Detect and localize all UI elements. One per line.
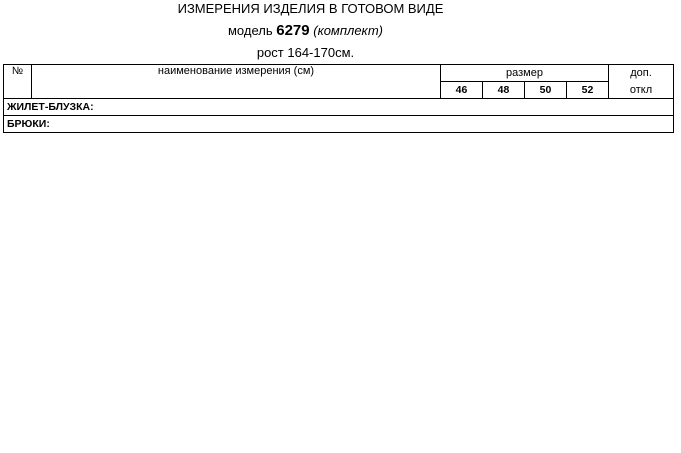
- document-title: ИЗМЕРЕНИЯ ИЗДЕЛИЯ В ГОТОВОМ ВИДЕ: [177, 1, 444, 16]
- model-number: 6279: [276, 22, 310, 39]
- model-line: [0, 22, 646, 39]
- model-suffix: (комплект): [313, 23, 384, 38]
- section-header-row: [4, 116, 674, 133]
- col-tolerance-header: доп.: [609, 65, 674, 82]
- model-prefix: модель: [227, 23, 273, 38]
- header-row-1: [4, 65, 674, 82]
- section-title: БРЮКИ:: [4, 116, 674, 133]
- col-size-header: размер: [441, 65, 609, 82]
- size-48: 48: [483, 82, 525, 99]
- size-52: 52: [567, 82, 609, 99]
- measurements-table: [3, 64, 674, 133]
- col-tolerance-header-2: откл: [609, 82, 674, 99]
- size-50: 50: [525, 82, 567, 99]
- size-46: 46: [441, 82, 483, 99]
- section-title: ЖИЛЕТ-БЛУЗКА:: [4, 99, 674, 116]
- col-name-header: наименование измерения (см): [32, 65, 441, 99]
- height-range: рост 164-170см.: [256, 45, 355, 60]
- section-header-row: [4, 99, 674, 116]
- col-number-header: №: [4, 65, 32, 99]
